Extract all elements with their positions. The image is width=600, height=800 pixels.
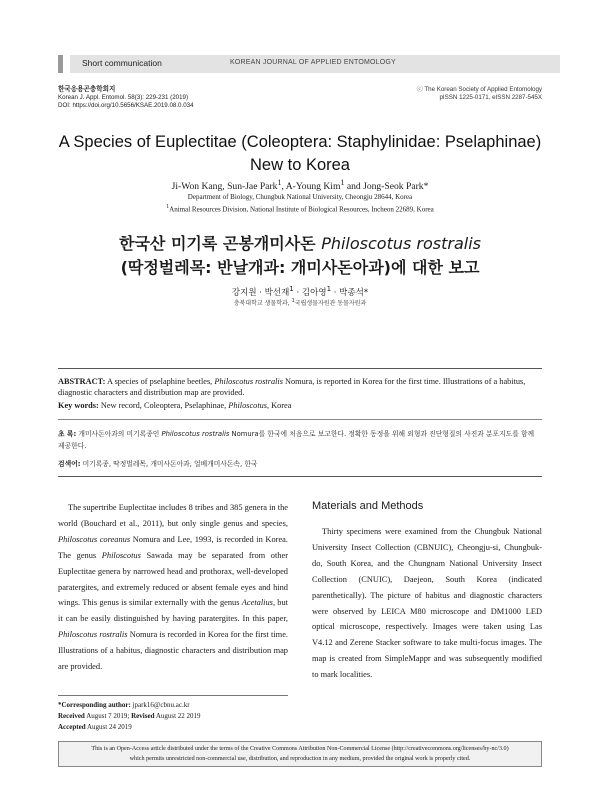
abstract-ko-text-2: Nomura를 한국에 처음으로 보고한다. 정확한 동정을 위해 외형과 진단형질의 사진과 분포지도를 함께 제공한다. [58,430,535,450]
abstract-ko-species: Philoscotus rostralis [161,430,230,438]
title-ko-species: Philoscotus rostralis [321,234,481,253]
section-heading: Materials and Methods [312,500,424,512]
methods-paragraph: Thirty specimens were examined from the Chungbuk National University Insect Collection (CBNUIC), Cheongju-si, Chungbuk-do, South Korea, and the Chungnam National University Insect Collection (CNUIC), Daejeon, South Korea (indicated parenthetically). The picture of habitus and diagnostic characters were observed by LEICA M80 microscope and DM1000 LED optical microscope, respectively. Images were taken using Las V4.12 and Zerene Stacker software to take multi-focus images. The map is created from SimpleMappr and was subsequently modified to mark localities. [312,527,542,680]
citation-block [58,86,194,111]
intro-genus-2: Acetalius [241,598,273,608]
accepted-line [58,722,298,733]
abstract-mid-rule [58,419,542,420]
issn-block [417,86,542,102]
abstract-english [58,377,542,398]
title-korean [40,232,560,280]
journal-name: KOREAN JOURNAL OF APPLIED ENTOMOLOGY [230,59,396,66]
corresponding-author [58,700,298,711]
header-accent-bar [58,55,63,73]
keywords-ko-text: 미기록종, 딱정벌레목, 개미사돈아과, 얼베개미사돈속, 한국 [80,460,258,468]
journal-korean-name: 한국응용곤충학회지 [58,86,116,93]
aff-ko-2: 국립생물자원관 동물자원과 [294,300,367,307]
abstract-top-rule [58,368,542,369]
author-3: and Jong-Seok Park* [344,181,429,193]
keywords-english [58,401,542,410]
author-2: , A-Young Kim [281,181,341,193]
footnote-rule [58,695,288,696]
affiliation-1: Department of Biology, Chungbuk National University, Cheongju 28644, Korea [187,193,413,201]
affiliation-2-mark: 1 [166,203,170,210]
keywords-text-1: New record, Coleoptera, Pselaphinae, [98,401,229,410]
author-2-affiliation-mark: 1 [340,178,345,187]
title-ko-line2: (딱정벌레목: 반날개과: 개미사돈아과)에 대한 보고 [120,258,480,277]
author-ko-3: · 박종석* [331,287,369,298]
intro-text-1: The supertribe Euplectitae includes 8 tribes and 385 genera in the world (Bouchard et al., 2011), but only single genus and species, [58,503,288,528]
affiliations-korean [40,298,560,307]
license-line-2: which permits unrestricted non-commercial use, distribution, and reproduction in any medium, provided the original work is properly cited. [129,756,471,762]
title-en-line2: New to Korea [250,156,350,174]
corr-email[interactable]: jpark16@cbnu.ac.kr [130,701,190,709]
affiliations-english [40,193,560,214]
abstract-bottom-rule [58,476,542,477]
revised-label: Revised [131,711,155,720]
received-date: August 7 2019; [84,711,132,720]
abstract-species: Philoscotus rostralis [214,377,283,386]
corr-label: *Corresponding author: [58,701,131,709]
intro-text-4: , but it can be easily distinguished by having paratergites. In this paper, [58,598,288,624]
author-ko-1: 강지원 · 박선재 [231,287,290,298]
issn: pISSN 1225-0171, eISSN 2287-545X [439,94,542,102]
accepted-label: Accepted [58,722,86,731]
accepted-date: August 24 2019 [85,722,132,731]
body-left-column [58,500,288,675]
authors-english [40,178,560,192]
author-1: Ji-Won Kang, Sun-Jae Park [171,181,278,193]
title-ko-line1 [40,232,560,256]
title-english [40,131,560,177]
keywords-label: Key words: [58,401,99,410]
abstract-label: ABSTRACT: [58,377,106,386]
running-header [70,55,560,73]
article-type: Short communication [82,58,162,68]
abstract-ko-text-1: 개미사돈아과의 미기록종인 [76,430,162,438]
copyright-society: ⓒ The Korean Society of Applied Entomology [416,86,542,93]
affiliation-2-text: Animal Resources Division, National Institute of Biological Resources, Incheon 22689, Korea [169,204,434,213]
revised-date: August 22 2019 [154,711,201,720]
title-en-line1: A Species of Euplectitae (Coleoptera: Staphylinidae: Pselaphinae) [58,133,542,151]
aff-ko-1: 충북대학교 생물학과, [233,300,292,307]
affiliation-2 [40,203,560,215]
intro-paragraph [58,500,288,675]
doi-link[interactable]: DOI: https://doi.org/10.5656/KSAE.2019.08.0.034 [58,102,194,110]
author-ko-1-mark: 1 [289,284,294,293]
license-box [58,741,542,767]
intro-genus-1: Philoscotus [101,550,141,560]
intro-text-2: Nomura and Lee, 1993, is recorded in Korea. The genus [58,534,288,560]
intro-species-2: Philoscotus rostralis [58,630,128,640]
received-line [58,711,298,722]
intro-species-1: Philoscotus coreanus [58,534,131,544]
keywords-genus: Philoscotus [228,401,267,410]
aff-ko-mark: 1 [291,298,295,304]
footnote-block [58,700,298,732]
keywords-text-2: , Korea [267,401,292,410]
citation: Korean J. Appl. Entomol. 58(3): 229-231 (2019) [58,94,189,102]
title-ko-text: 한국산 미기록 곤봉개미사돈 [119,234,322,253]
abstract-text-1: A species of pselaphine beetles, [105,377,215,386]
body-right-column [312,500,542,683]
intro-text-5: Nomura is recorded in Korea for the first time. Illustrations of a habitus, diagnostic characters and distribution map are provided. [58,630,289,672]
keywords-korean [58,458,542,468]
received-label: Received [58,711,85,720]
abstract-ko-label: 초 록: [58,430,77,438]
author-ko-2-mark: 1 [326,284,332,293]
license-line-1: This is an Open-Access article distributed under the terms of the Creative Commons Attribution Non-Commercial License (http://creativecommons.org/licenses/by-nc/3.0) [91,746,509,752]
intro-text-3: Sawada may be separated from other Euplectitae genera by narrowed head and prothorax, well-developed paratergites, and extremely reduced or absent female eyes and hind wings. This genus is similar externally with the genus [58,550,288,608]
keywords-ko-label: 검색어: [58,460,81,468]
author-ko-2: · 김아영 [293,287,327,298]
author-1-affiliation-mark: 1 [277,178,282,187]
authors-korean [40,284,560,298]
abstract-korean [58,428,542,452]
abstract-text-2: Nomura, is reported in Korea for the first time. Illustrations of a habitus, diagnostic characters and distribution map are provided. [58,377,526,397]
